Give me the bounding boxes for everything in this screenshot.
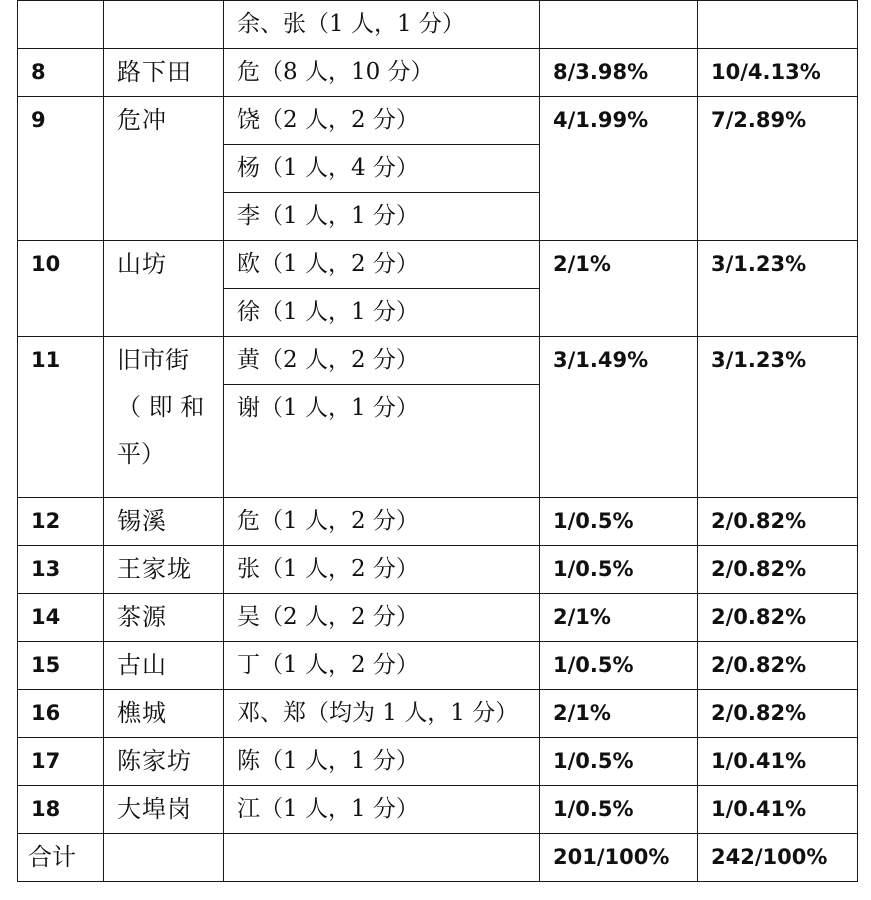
table-row [18,49,858,97]
place-cell: 樵城 [104,690,224,738]
table-row [18,642,858,690]
place-cell: 大埠岗 [104,786,224,834]
total-stat1-cell: 201/100% [540,834,698,882]
row-number-cell: 16 [18,690,104,738]
stat2-cell: 2/0.82% [698,546,858,594]
row-number-cell: 17 [18,738,104,786]
table-row [18,546,858,594]
place-cell [104,1,224,49]
stat1-cell: 1/0.5% [540,642,698,690]
row-number-cell: 9 [18,97,104,241]
stat2-cell [698,1,858,49]
table-row [18,690,858,738]
stat2-cell: 2/0.82% [698,642,858,690]
place-line: （ 即 和 [117,393,205,421]
row-number-cell: 18 [18,786,104,834]
table-row [18,786,858,834]
stat1-cell: 4/1.99% [540,97,698,241]
stat1-cell: 1/0.5% [540,546,698,594]
total-row [18,834,858,882]
stat1-cell: 2/1% [540,690,698,738]
place-cell: 危冲 [104,97,224,241]
place-line: 平） [117,440,165,468]
place-cell: 古山 [104,642,224,690]
table-row [18,594,858,642]
surname-cell: 杨（1 人，4 分） [224,145,540,193]
row-number-cell: 10 [18,241,104,337]
row-number-cell: 11 [18,337,104,498]
surname-cell: 危（1 人，2 分） [224,498,540,546]
row-number-cell: 15 [18,642,104,690]
surname-cell: 邓、郑（均为 1 人，1 分） [224,690,540,738]
row-number-cell: 14 [18,594,104,642]
place-line: 旧市街 [117,346,189,374]
row-number-cell: 12 [18,498,104,546]
table-row [18,97,858,145]
surname-cell: 张（1 人，2 分） [224,546,540,594]
place-cell: 山坊 [104,241,224,337]
stat1-cell: 8/3.98% [540,49,698,97]
surname-cell: 谢（1 人，1 分） [224,385,540,498]
surname-cell: 吴（2 人，2 分） [224,594,540,642]
table-row [18,1,858,49]
stat2-cell: 7/2.89% [698,97,858,241]
total-stat2-cell: 242/100% [698,834,858,882]
stat2-cell: 3/1.23% [698,241,858,337]
table-row [18,498,858,546]
surname-cell: 危（8 人，10 分） [224,49,540,97]
table-row [18,738,858,786]
surname-cell: 陈（1 人，1 分） [224,738,540,786]
place-cell [104,337,224,498]
stat2-cell: 1/0.41% [698,786,858,834]
total-label-cell: 合计 [18,834,104,882]
surname-cell [224,834,540,882]
place-cell [104,834,224,882]
place-cell: 锡溪 [104,498,224,546]
surname-cell: 饶（2 人，2 分） [224,97,540,145]
row-number-cell [18,1,104,49]
stat1-cell: 2/1% [540,241,698,337]
stat2-cell: 1/0.41% [698,738,858,786]
stat1-cell [540,1,698,49]
surname-cell: 李（1 人，1 分） [224,193,540,241]
stat1-cell: 1/0.5% [540,498,698,546]
place-cell: 陈家坊 [104,738,224,786]
surname-cell: 江（1 人，1 分） [224,786,540,834]
surname-cell: 欧（1 人，2 分） [224,241,540,289]
place-cell: 路下田 [104,49,224,97]
stat2-cell: 3/1.23% [698,337,858,498]
stat2-cell: 2/0.82% [698,498,858,546]
place-cell: 茶源 [104,594,224,642]
stat2-cell: 2/0.82% [698,690,858,738]
stat1-cell: 2/1% [540,594,698,642]
stat1-cell: 1/0.5% [540,786,698,834]
surname-cell: 徐（1 人，1 分） [224,289,540,337]
table-row [18,241,858,289]
stat2-cell: 10/4.13% [698,49,858,97]
table-row [18,337,858,385]
surname-cell: 余、张（1 人，1 分） [224,1,540,49]
row-number-cell: 13 [18,546,104,594]
place-cell: 王家垅 [104,546,224,594]
row-number-cell: 8 [18,49,104,97]
stat1-cell: 1/0.5% [540,738,698,786]
surname-cell: 黄（2 人，2 分） [224,337,540,385]
surname-cell: 丁（1 人，2 分） [224,642,540,690]
surname-statistics-table [17,0,858,882]
stat1-cell: 3/1.49% [540,337,698,498]
stat2-cell: 2/0.82% [698,594,858,642]
